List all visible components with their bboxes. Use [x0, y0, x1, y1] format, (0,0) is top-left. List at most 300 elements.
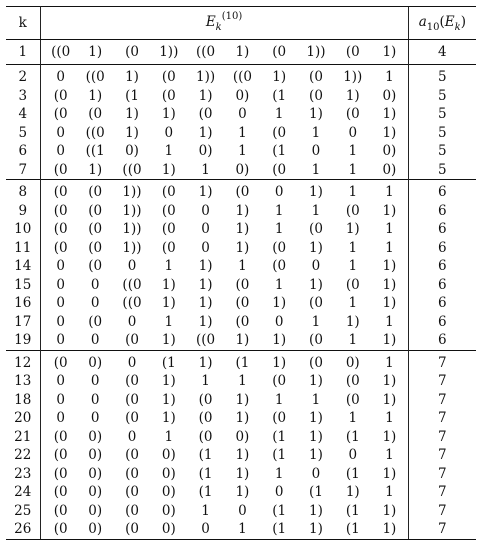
- sequence-cell: 0: [56, 258, 65, 274]
- table-body: [6, 40, 476, 540]
- table-row: [6, 372, 476, 391]
- row-a-value: 5: [408, 142, 476, 161]
- sequence-cell: (0: [125, 332, 139, 348]
- table-row: [6, 142, 476, 161]
- row-a-value: 6: [408, 331, 476, 350]
- sequence-cell: 1): [382, 465, 397, 482]
- sequence-cell: 1): [235, 239, 250, 256]
- sequence-cell: 1: [224, 520, 261, 539]
- sequence-cell: (0: [125, 44, 139, 60]
- sequence-cell: 0): [345, 354, 360, 371]
- row-a-value: 7: [408, 502, 476, 521]
- row-a-value: 6: [408, 313, 476, 332]
- sequence-cell: 1): [161, 373, 176, 389]
- sequence-cell: (1: [272, 143, 287, 159]
- sequence-cell: ((0: [196, 44, 216, 60]
- sequence-cell: 1): [382, 502, 397, 519]
- sequence-cell: (0: [345, 276, 360, 293]
- sequence-cell: 1: [385, 447, 394, 463]
- sequence-cell: (0: [125, 502, 139, 519]
- row-k-value: 19: [6, 331, 40, 350]
- sequence-cell: 1: [274, 202, 284, 219]
- sequence-cell: (0: [235, 184, 250, 200]
- sequence-cell: 1: [385, 313, 394, 330]
- sequence-cell: ((1: [85, 143, 105, 159]
- sequence-cell: (0: [272, 239, 287, 256]
- sequence-cell: (0: [53, 202, 68, 219]
- sequence-cell: 1): [161, 332, 176, 348]
- sequence-cell: 0: [127, 313, 137, 330]
- sequence-cell: (0: [235, 313, 250, 330]
- sequence-cell: 1: [201, 161, 210, 178]
- sequence-cell: 0: [311, 143, 321, 159]
- sequence-cell: 1): [382, 258, 397, 274]
- sequence-cell: 1): [235, 465, 250, 482]
- sequence-cell: 1): [371, 520, 408, 539]
- sequence-cell: 0: [90, 332, 100, 348]
- sequence-cell: 1): [272, 69, 287, 85]
- table-row: [6, 483, 476, 502]
- sequence-cell: (0: [125, 447, 139, 463]
- sequence-cell: (0: [53, 465, 68, 482]
- sequence-cell: (0: [198, 391, 213, 408]
- header-a-symbol: a: [418, 14, 427, 30]
- sequence-cell: (0: [125, 484, 139, 500]
- row-a-value: 6: [408, 257, 476, 276]
- sequence-cell: 1): [345, 87, 360, 104]
- row-a-value: 5: [408, 105, 476, 124]
- sequence-cell: (1: [235, 354, 250, 371]
- sequence-cell: 1)): [343, 69, 363, 85]
- sequence-cell: 0: [127, 354, 137, 371]
- sequence-cell: (0: [272, 373, 287, 389]
- sequence-cell: (0: [53, 502, 68, 519]
- sequence-cell: (0: [53, 221, 68, 237]
- sequence-cell: 0): [235, 87, 250, 104]
- row-k-value: 4: [6, 105, 40, 124]
- row-a-value: 6: [408, 239, 476, 258]
- table-row: [6, 465, 476, 484]
- sequence-cell: (0: [125, 373, 139, 389]
- sequence-cell: 1): [198, 354, 213, 371]
- sequence-cell: 1: [311, 313, 321, 330]
- sequence-cell: (0: [53, 106, 68, 122]
- sequence-cell: 1)): [122, 184, 142, 200]
- sequence-cell: 1): [88, 87, 103, 104]
- table-row: [6, 220, 476, 239]
- row-k-value: 23: [6, 465, 40, 484]
- sequence-cell: 1): [161, 106, 176, 122]
- row-k-value: 17: [6, 313, 40, 332]
- sequence-cell: 1): [235, 202, 250, 219]
- sequence-cell: 0: [274, 184, 284, 200]
- table-row: [6, 124, 476, 143]
- sequence-cell: 1): [235, 447, 250, 463]
- sequence-cell: (0: [53, 354, 68, 371]
- sequence-cell: 0: [127, 428, 137, 445]
- sequence-cell: 1: [164, 258, 174, 274]
- sequence-cell: 1: [385, 69, 394, 85]
- sequence-cell: 1)): [122, 239, 142, 256]
- sequence-cell: 0): [382, 161, 397, 178]
- sequence-cell: (1: [198, 484, 213, 500]
- sequence-cell: (0: [272, 44, 287, 60]
- sequence-cell: ((0: [122, 161, 142, 178]
- sequence-cell: 1: [385, 184, 394, 200]
- sequence-cell: 0: [238, 502, 247, 519]
- row-a-value: 6: [408, 294, 476, 313]
- row-k-value: 16: [6, 294, 40, 313]
- sequence-cell: 0): [88, 484, 103, 500]
- row-k-value: 8: [6, 183, 40, 202]
- sequence-cell: (0: [345, 202, 360, 219]
- sequence-cell: 0): [161, 465, 176, 482]
- sequence-cell: (0: [161, 69, 176, 85]
- sequence-cell: 0: [56, 391, 65, 408]
- sequence-cell: (0: [53, 447, 68, 463]
- sequence-cell: 0: [201, 202, 210, 219]
- sequence-cell: 1)): [159, 44, 179, 60]
- sequence-cell: 1: [274, 391, 284, 408]
- row-a-value: 5: [408, 124, 476, 143]
- row-k-value: 14: [6, 257, 40, 276]
- sequence-cell: (0: [198, 106, 213, 122]
- sequence-cell: 1: [274, 106, 284, 122]
- row-k-value: 26: [6, 520, 40, 539]
- sequence-cell: 1): [198, 313, 213, 330]
- sequence-cell: 0): [382, 87, 397, 104]
- sequence-cell: 1): [161, 161, 176, 178]
- sequence-cell: 1): [309, 106, 323, 122]
- sequence-cell: (0: [272, 124, 287, 141]
- sequence-cell: (0: [161, 87, 176, 104]
- sequence-cell: 1): [235, 410, 250, 426]
- sequence-cell: 0: [201, 239, 210, 256]
- sequence-cell: 1: [311, 161, 321, 178]
- row-a-value: 7: [408, 391, 476, 410]
- sequence-cell: (0: [309, 295, 323, 311]
- sequence-cell: 1): [345, 221, 360, 237]
- sequence-cell: (1: [309, 484, 323, 500]
- sequence-cell: ((0: [122, 276, 142, 293]
- sequence-cell: 1)): [122, 221, 142, 237]
- sequence-cell: (0: [309, 69, 323, 85]
- sequence-cell: ((0: [85, 69, 105, 85]
- table-row: [6, 202, 476, 221]
- sequence-cell: 1): [309, 428, 323, 445]
- sequence-cell: ((0: [122, 295, 142, 311]
- row-k-value: 18: [6, 391, 40, 410]
- row-a-value: 7: [408, 409, 476, 428]
- sequence-cell: 0: [311, 465, 321, 482]
- sequence-cell: (0: [235, 276, 250, 293]
- table-row: [6, 257, 476, 276]
- sequence-cell: 0): [198, 143, 213, 159]
- sequence-cell: 0): [125, 143, 139, 159]
- sequence-cell: 1): [198, 184, 213, 200]
- row-k-value: 24: [6, 483, 40, 502]
- row-k-value: 11: [6, 239, 40, 258]
- table-row: [6, 40, 476, 65]
- sequence-cell: 0): [88, 447, 103, 463]
- table-header-row: [6, 7, 476, 40]
- sequence-cell: (0: [114, 520, 151, 539]
- sequence-cell: 1): [125, 106, 139, 122]
- table-row: [6, 294, 476, 313]
- sequence-cell: 0: [90, 295, 100, 311]
- header-e-superscript: (10): [221, 11, 243, 22]
- row-k-value: 21: [6, 428, 40, 447]
- row-a-value: 6: [408, 183, 476, 202]
- sequence-cell: 0: [56, 143, 65, 159]
- sequence-cell: 0: [56, 124, 65, 141]
- row-a-value: 6: [408, 276, 476, 295]
- sequence-cell: 1): [382, 276, 397, 293]
- sequence-cell: (1: [161, 354, 176, 371]
- sequence-cell: 1: [274, 276, 284, 293]
- row-a-value: 7: [408, 483, 476, 502]
- sequence-cell: 1): [161, 276, 176, 293]
- sequence-cell: 1: [348, 332, 358, 348]
- row-k-value: 12: [6, 354, 40, 373]
- table-row: [6, 161, 476, 180]
- sequence-cell: (0: [88, 221, 103, 237]
- table-row: [6, 391, 476, 410]
- table-row: [6, 105, 476, 124]
- sequence-cell: 0: [90, 410, 100, 426]
- row-a-value: 6: [408, 202, 476, 221]
- header-a: $a_{10}(E_k)$: [408, 7, 476, 40]
- sequence-cell: 1: [348, 143, 358, 159]
- sequence-cell: 1): [198, 295, 213, 311]
- sequence-cell: 1: [348, 410, 358, 426]
- sequence-cell: 1: [348, 161, 358, 178]
- sequence-cell: ((0: [196, 332, 216, 348]
- sequence-cell: (1: [125, 87, 139, 104]
- sequence-cell: 1: [385, 484, 394, 500]
- row-k-value: 2: [6, 68, 40, 87]
- sequence-cell: 0: [348, 447, 358, 463]
- sequence-cell: 0: [348, 124, 358, 141]
- sequence-cell: (0: [88, 313, 103, 330]
- sequence-cell: (0: [161, 239, 176, 256]
- sequence-cell: (0: [345, 44, 360, 60]
- sequence-cell: 1): [272, 295, 287, 311]
- table-row: [6, 87, 476, 106]
- sequence-cell: (0: [88, 258, 103, 274]
- sequence-cell: (0: [272, 410, 287, 426]
- sequence-cell: 1): [298, 520, 335, 539]
- header-e-symbol: E: [205, 14, 216, 30]
- sequence-cell: 1): [88, 161, 103, 178]
- sequence-cell: (0: [198, 428, 213, 445]
- sequence-cell: 1): [382, 295, 397, 311]
- sequence-cell: (0: [272, 258, 287, 274]
- sequence-cell: (1: [198, 465, 213, 482]
- sequence-cell: 0: [127, 258, 137, 274]
- sequence-cell: 1): [309, 373, 323, 389]
- sequence-cell: 1): [125, 124, 139, 141]
- table-row: [6, 409, 476, 428]
- table-row: [6, 183, 476, 202]
- sequence-cell: 0): [88, 428, 103, 445]
- table-row: [6, 276, 476, 295]
- sequence-cell: 1): [382, 332, 397, 348]
- sequence-cell: 1: [385, 410, 394, 426]
- sequence-cell: 1: [385, 239, 394, 256]
- sequence-cell: (1: [345, 465, 360, 482]
- sequence-cell: 0: [238, 106, 247, 122]
- sequence-cell: (0: [53, 161, 68, 178]
- sequence-cell: 1): [235, 332, 250, 348]
- row-k-value: 20: [6, 409, 40, 428]
- sequence-cell: (0: [309, 354, 323, 371]
- table-row: [6, 331, 476, 350]
- sequence-cell: 0: [56, 69, 65, 85]
- sequence-cell: 1: [348, 295, 358, 311]
- sequence-cell: (0: [53, 87, 68, 104]
- sequence-cell: 0: [311, 258, 321, 274]
- row-a-value: 5: [408, 161, 476, 180]
- table-row: [6, 354, 476, 373]
- sequence-cell: 0): [161, 502, 176, 519]
- sequence-cell: 0): [77, 520, 114, 539]
- sequence-cell: (0: [235, 295, 250, 311]
- sequence-cell: 0): [88, 502, 103, 519]
- row-k-value: 9: [6, 202, 40, 221]
- sequence-cell: 1): [309, 410, 323, 426]
- sequence-cell: (1: [198, 447, 213, 463]
- table-row: [6, 239, 476, 258]
- sequence-cell: 1: [311, 124, 321, 141]
- sequence-cell: 1: [238, 143, 247, 159]
- sequence-cell: 0: [274, 484, 284, 500]
- sequence-cell: 0): [161, 484, 176, 500]
- sequence-cell: 1): [272, 354, 287, 371]
- sequence-cell: (0: [88, 184, 103, 200]
- sequence-cell: 0): [235, 161, 250, 178]
- sequence-cell: 1)): [196, 69, 216, 85]
- sequence-cell: 1: [348, 239, 358, 256]
- sequence-cell: 1): [235, 44, 250, 60]
- sequence-cell: 1)): [306, 44, 326, 60]
- sequence-cell: (1: [272, 87, 287, 104]
- sequence-cell: ((0: [232, 69, 252, 85]
- sequence-cell: 0): [88, 465, 103, 482]
- sequence-cell: ((0: [51, 44, 71, 60]
- sequence-cell: 1: [274, 221, 284, 237]
- sequence-cell: 1): [309, 502, 323, 519]
- sequence-cell: 0: [164, 124, 174, 141]
- sequence-cell: 1): [198, 276, 213, 293]
- sequence-cell: 1: [311, 202, 321, 219]
- row-a-value: 7: [408, 354, 476, 373]
- sequence-cell: 1: [164, 313, 174, 330]
- row-a-value: 4: [408, 40, 476, 65]
- sequence-cell: 1): [88, 44, 103, 60]
- sequence-cell: 1): [161, 391, 176, 408]
- sequence-cell: 1: [164, 428, 174, 445]
- sequence-cell: 0: [56, 313, 65, 330]
- row-k-value: 13: [6, 372, 40, 391]
- sequence-cell: 0): [161, 447, 176, 463]
- table-row: [6, 68, 476, 87]
- sequence-cell: 1): [309, 276, 323, 293]
- sequence-cell: (1: [345, 428, 360, 445]
- sequence-cell: (0: [53, 484, 68, 500]
- sequence-cell: (0: [125, 391, 139, 408]
- sequence-cell: (1: [272, 502, 287, 519]
- sequence-cell: 0): [382, 143, 397, 159]
- row-k-value: 3: [6, 87, 40, 106]
- sequence-cell: 0: [90, 276, 100, 293]
- sequence-cell: 0): [235, 428, 250, 445]
- sequence-cell: (0: [53, 428, 68, 445]
- sequence-cell: 0: [90, 373, 100, 389]
- sequence-cell: 1): [345, 484, 360, 500]
- sequence-cell: (1: [261, 520, 298, 539]
- sequence-cell: 0: [274, 313, 284, 330]
- orbit-table: [6, 6, 476, 540]
- sequence-cell: (0: [345, 106, 360, 122]
- sequence-cell: (1: [334, 520, 371, 539]
- sequence-cell: 1): [382, 106, 397, 122]
- sequence-cell: 1: [201, 373, 210, 389]
- sequence-cell: 1): [382, 124, 397, 141]
- row-k-value: 6: [6, 142, 40, 161]
- sequence-cell: 1: [348, 258, 358, 274]
- sequence-cell: 0: [90, 391, 100, 408]
- sequence-cell: 0): [88, 354, 103, 371]
- sequence-cell: (0: [53, 184, 68, 200]
- row-k-value: 1: [6, 40, 40, 65]
- sequence-cell: 1): [198, 124, 213, 141]
- sequence-cell: 1): [382, 428, 397, 445]
- sequence-cell: (0: [53, 239, 68, 256]
- sequence-cell: 1): [161, 410, 176, 426]
- sequence-cell: 1): [235, 484, 250, 500]
- sequence-cell: (0: [161, 202, 176, 219]
- sequence-cell: (0: [88, 106, 103, 122]
- sequence-cell: (0: [161, 184, 176, 200]
- sequence-cell: (0: [125, 410, 139, 426]
- sequence-cell: 1: [274, 465, 284, 482]
- sequence-cell: 1): [382, 44, 397, 60]
- row-a-value: 7: [408, 520, 476, 539]
- row-k-value: 5: [6, 124, 40, 143]
- sequence-cell: (0: [345, 391, 360, 408]
- sequence-cell: 0: [56, 276, 65, 293]
- sequence-cell: 0: [56, 295, 65, 311]
- sequence-cell: 1: [238, 124, 247, 141]
- sequence-cell: (1: [272, 447, 287, 463]
- table-row: [6, 428, 476, 447]
- sequence-cell: (0: [272, 161, 287, 178]
- sequence-cell: 1: [238, 373, 247, 389]
- sequence-cell: 1): [382, 202, 397, 219]
- sequence-cell: 1): [198, 87, 213, 104]
- row-k-value: 22: [6, 446, 40, 465]
- sequence-cell: (0: [125, 465, 139, 482]
- sequence-cell: 1: [385, 221, 394, 237]
- sequence-cell: 1: [164, 143, 174, 159]
- sequence-cell: 1): [345, 313, 360, 330]
- sequence-cell: 0): [150, 520, 187, 539]
- sequence-cell: 1): [235, 221, 250, 237]
- sequence-cell: 1): [198, 258, 213, 274]
- row-a-value: 5: [408, 68, 476, 87]
- row-k-value: 25: [6, 502, 40, 521]
